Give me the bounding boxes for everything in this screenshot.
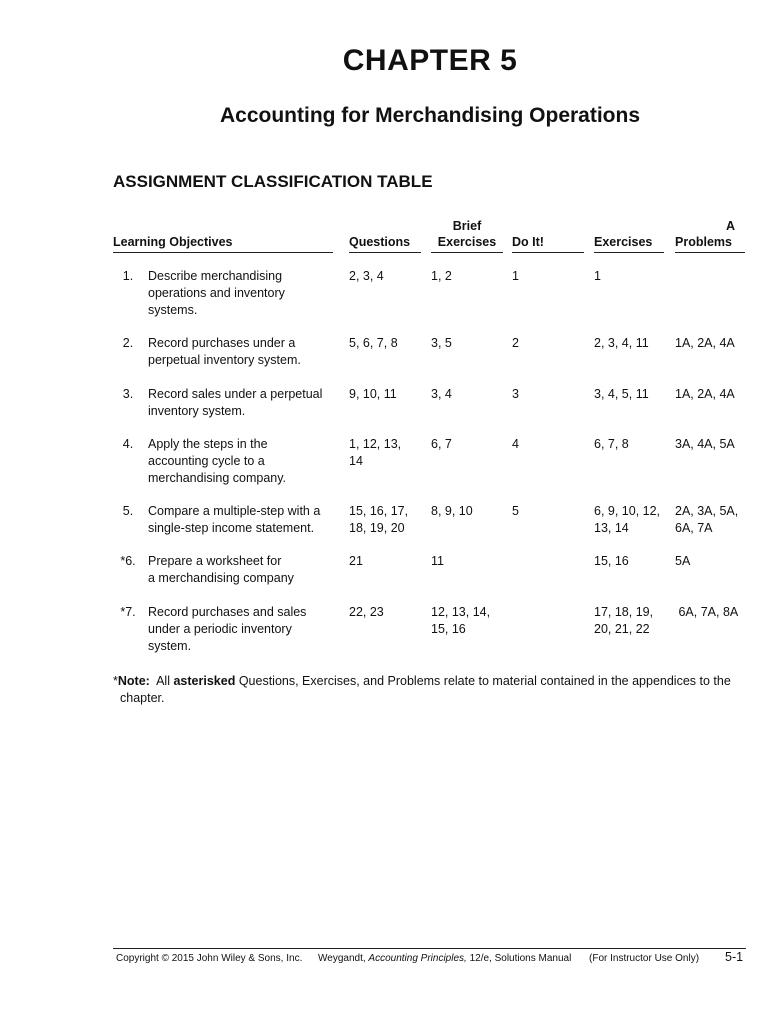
brief-exercises-cell-line: 6, 7 — [431, 437, 452, 451]
objective-text — [148, 386, 333, 420]
objective-text-line: Apply the steps in the — [148, 437, 268, 451]
objective-text — [148, 335, 333, 369]
exercises-cell-line: 13, 14 — [594, 521, 629, 535]
brief-exercises-cell — [431, 553, 503, 570]
exercises-cell — [594, 436, 666, 453]
objective-number-line: *7. — [120, 605, 136, 619]
problems-cell-line: 6A, 7A, 8A — [675, 605, 739, 619]
header-a-problems: A Problems — [675, 218, 745, 253]
problems-cell-line: 6A, 7A — [675, 521, 713, 535]
brief-exercises-cell-line: 8, 9, 10 — [431, 504, 473, 518]
questions-cell — [349, 503, 421, 537]
do-it-cell-line: 4 — [512, 437, 519, 451]
exercises-cell-line: 1 — [594, 269, 601, 283]
objective-text-line: Record purchases under a — [148, 336, 296, 350]
objective-text-line: Describe merchandising — [148, 269, 283, 283]
header-exercises: Exercises — [594, 234, 664, 253]
exercises-cell-line: 20, 21, 22 — [594, 622, 650, 636]
objective-number — [113, 604, 143, 621]
questions-cell-line: 1, 12, 13, — [349, 437, 402, 451]
objective-number-line: 5. — [122, 504, 134, 518]
objective-text-line: systems. — [148, 303, 198, 317]
brief-exercises-cell — [431, 386, 503, 403]
exercises-cell — [594, 553, 666, 570]
exercises-cell-line: 2, 3, 4, 11 — [594, 336, 649, 350]
exercises-cell — [594, 503, 666, 537]
questions-cell-line: 21 — [349, 554, 363, 568]
problems-cell-line: 3A, 4A, 5A — [675, 437, 735, 451]
asterisk-note: *Note: All asterisked Questions, Exercises, and Problems relate to material contained in the appendices to the chapter. — [113, 674, 731, 705]
problems-cell — [675, 553, 747, 570]
questions-cell-line: 18, 19, 20 — [349, 521, 405, 535]
brief-exercises-cell-line: 12, 13, 14, — [431, 605, 491, 619]
exercises-cell-line: 6, 7, 8 — [594, 437, 629, 451]
do-it-cell-line: 3 — [512, 387, 519, 401]
footer-copyright: Copyright © 2015 John Wiley & Sons, Inc. — [116, 953, 303, 964]
exercises-cell — [594, 335, 666, 352]
objective-text — [148, 553, 333, 587]
problems-cell — [675, 436, 747, 453]
objective-number-line: 4. — [122, 437, 134, 451]
exercises-cell — [594, 386, 666, 403]
objective-number — [113, 553, 143, 570]
questions-cell-line: 2, 3, 4 — [349, 269, 384, 283]
chapter-subtitle: Accounting for Merchandising Operations — [219, 104, 641, 127]
exercises-cell — [594, 604, 666, 638]
objective-text-line: a merchandising company — [148, 571, 294, 585]
questions-cell-line: 15, 16, 17, — [349, 504, 409, 518]
header-brief-exercises: Brief Exercises — [431, 218, 503, 253]
problems-cell-line: 1A, 2A, 4A — [675, 387, 735, 401]
objective-text-line: Record sales under a perpetual — [148, 387, 323, 401]
brief-exercises-cell — [431, 503, 503, 520]
questions-cell-line: 14 — [349, 454, 363, 468]
footer-rule — [113, 948, 746, 949]
objective-number — [113, 268, 143, 285]
objective-number — [113, 335, 143, 352]
do-it-cell-line: 2 — [512, 336, 519, 350]
objective-text-line: Compare a multiple-step with a — [148, 504, 321, 518]
objective-text — [148, 268, 333, 319]
objective-text-line: under a periodic inventory — [148, 622, 292, 636]
header-learning-objectives: Learning Objectives — [113, 234, 333, 253]
footer-instructor-use: (For Instructor Use Only) — [589, 953, 700, 964]
exercises-cell-line: 6, 9, 10, 12, — [594, 504, 661, 518]
objective-number — [113, 436, 143, 453]
problems-cell — [675, 335, 747, 352]
objective-number-line: *6. — [120, 554, 136, 568]
problems-cell — [675, 604, 747, 621]
objective-text-line: inventory system. — [148, 404, 246, 418]
do-it-cell — [512, 503, 584, 520]
brief-exercises-cell-line: 11 — [431, 554, 444, 568]
objective-text — [148, 604, 333, 655]
questions-cell-line: 9, 10, 11 — [349, 387, 397, 401]
questions-cell — [349, 436, 421, 470]
objective-text — [148, 436, 333, 487]
footer-book: Weygandt, Accounting Principles, 12/e, Solutions Manual — [318, 953, 572, 964]
problems-cell — [675, 386, 747, 403]
questions-cell — [349, 268, 421, 285]
questions-cell — [349, 604, 421, 621]
questions-cell — [349, 335, 421, 352]
objective-text-line: perpetual inventory system. — [148, 353, 301, 367]
objective-text — [148, 503, 333, 537]
objective-text-line: accounting cycle to a — [148, 454, 265, 468]
table-title: ASSIGNMENT CLASSIFICATION TABLE — [113, 172, 433, 191]
do-it-cell — [512, 268, 584, 285]
objective-number-line: 3. — [122, 387, 134, 401]
exercises-cell — [594, 268, 666, 285]
do-it-cell — [512, 335, 584, 352]
objective-text-line: Record purchases and sales — [148, 605, 307, 619]
questions-cell — [349, 386, 421, 403]
brief-exercises-cell — [431, 335, 503, 352]
brief-exercises-cell — [431, 268, 503, 285]
problems-cell-line: 5A — [675, 554, 691, 568]
do-it-cell — [512, 386, 584, 403]
brief-exercises-cell — [431, 604, 503, 638]
do-it-cell-line: 1 — [512, 269, 519, 283]
page-number: 5-1 — [725, 950, 744, 964]
brief-exercises-cell-line: 15, 16 — [431, 622, 466, 636]
questions-cell-line: 5, 6, 7, 8 — [349, 336, 398, 350]
do-it-cell-line: 5 — [512, 504, 519, 518]
exercises-cell-line: 3, 4, 5, 11 — [594, 387, 649, 401]
objective-number-line: 2. — [122, 336, 134, 350]
exercises-cell-line: 15, 16 — [594, 554, 629, 568]
brief-exercises-cell-line: 3, 4 — [431, 387, 452, 401]
brief-exercises-cell-line: 3, 5 — [431, 336, 452, 350]
objective-text-line: Prepare a worksheet for — [148, 554, 282, 568]
objective-number — [113, 386, 143, 403]
do-it-cell — [512, 436, 584, 453]
objective-text-line: operations and inventory — [148, 286, 285, 300]
questions-cell-line: 22, 23 — [349, 605, 384, 619]
problems-cell-line: 2A, 3A, 5A, — [675, 504, 739, 518]
objective-number — [113, 503, 143, 520]
exercises-cell-line: 17, 18, 19, — [594, 605, 654, 619]
problems-cell — [675, 503, 747, 537]
questions-cell — [349, 553, 421, 570]
header-questions: Questions — [349, 234, 421, 253]
objective-text-line: system. — [148, 639, 192, 653]
objective-number-line: 1. — [122, 269, 134, 283]
brief-exercises-cell-line: 1, 2 — [431, 269, 452, 283]
problems-cell-line: 1A, 2A, 4A — [675, 336, 735, 350]
objective-text-line: merchandising company. — [148, 471, 287, 485]
objective-text-line: single-step income statement. — [148, 521, 315, 535]
header-do-it: Do It! — [512, 234, 584, 253]
chapter-heading: CHAPTER 5 — [342, 44, 518, 77]
brief-exercises-cell — [431, 436, 503, 453]
